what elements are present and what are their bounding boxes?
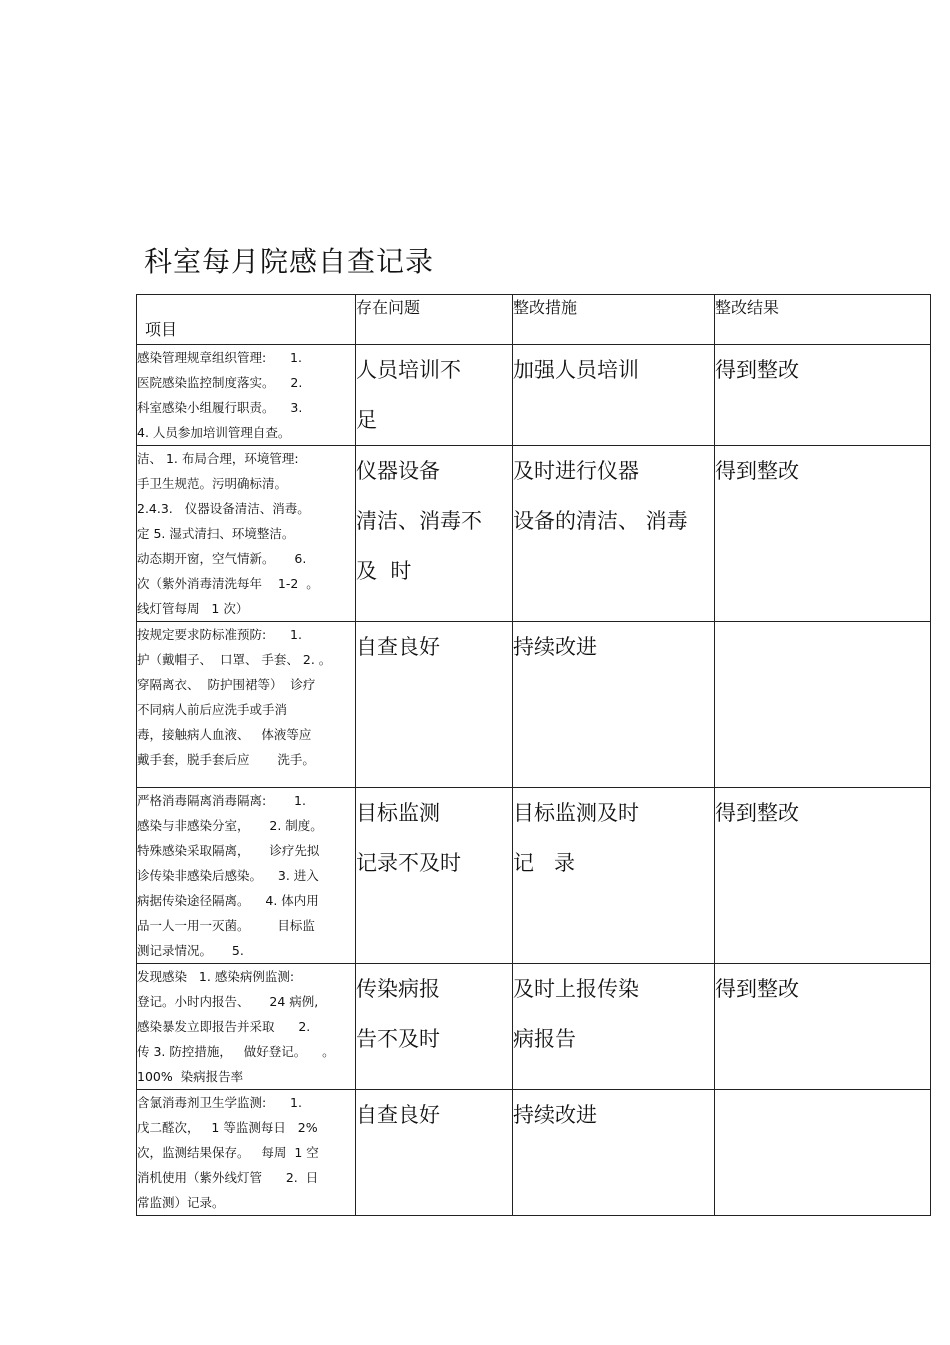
header-measure: 整改措施 [513,295,715,345]
page-title: 科室每月院感自查记录 [144,245,435,278]
row-problem: 传染病报 告不及时 [356,964,513,1090]
row-result: 得到整改 [715,446,931,622]
table-row [137,788,931,964]
row-item: 含氯消毒剂卫生学监测: 1. 戊二醛次， 1 等监测每日 2% 次，监测结果保存。 每周 1 空 消机使用（紫外线灯管 2. 日 常监测）记录。 [137,1090,356,1216]
header-problem: 存在问题 [356,295,513,345]
row-measure: 加强人员培训 [513,345,715,446]
table-row [137,446,931,622]
table-row [137,345,931,446]
row-result [715,622,931,788]
row-item: 感染管理规章组织管理: 1. 医院感染监控制度落实。 2. 科室感染小组履行职责。 3. 4. 人员参加培训管理自查。 [137,345,356,446]
self-check-table [136,294,931,1216]
row-problem: 人员培训不 足 [356,345,513,446]
table-header-row [137,295,931,345]
row-problem: 自查良好 [356,1090,513,1216]
row-measure: 持续改进 [513,1090,715,1216]
row-measure: 及时进行仪器 设备的清洁、 消毒 [513,446,715,622]
row-measure: 及时上报传染 病报告 [513,964,715,1090]
row-item: 严格消毒隔离消毒隔离: 1. 感染与非感染分室， 2. 制度。 特殊感染采取隔离， 诊疗先拟 诊传染非感染后感染。 3. 进入 病据传染途径隔离。 4. 体内用 品一人一用一灭菌。 目标监 测记录情况。 5. [137,788,356,964]
table-row [137,622,931,788]
row-result: 得到整改 [715,788,931,964]
row-result: 得到整改 [715,345,931,446]
header-item-label: 项目 [145,320,178,339]
row-measure: 目标监测及时 记 录 [513,788,715,964]
row-measure: 持续改进 [513,622,715,788]
row-problem: 自查良好 [356,622,513,788]
header-result: 整改结果 [715,295,931,345]
row-item: 按规定要求防标准预防: 1. 护（戴帽子、 口罩、 手套、 2. 。 穿隔离衣、 防护围裙等） 诊疗 不同病人前后应洗手或手消 毒，接触病人血液、 体液等应 戴手套，脱手套后应 洗手。 [137,622,356,788]
header-item [137,295,356,345]
row-item: 洁、 1. 布局合理，环境管理: 手卫生规范。污明确标清。 2.4.3. 仪器设备清洁、消毒。 定 5. 湿式清扫、环境整洁。 动态期开窗，空气情新。 6. 次（紫外消毒清洗每年 1-2 。 线灯管每周 1 次） [137,446,356,622]
row-result [715,1090,931,1216]
table-row [137,1090,931,1216]
row-problem: 目标监测 记录不及时 [356,788,513,964]
row-result: 得到整改 [715,964,931,1090]
table-row [137,964,931,1090]
row-problem: 仪器设备 清洁、消毒不 及 时 [356,446,513,622]
row-item: 发现感染 1. 感染病例监测: 登记。小时内报告、 24 病例, 感染暴发立即报告并采取 2. 传 3. 防控措施， 做好登记。 。 100% 染病报告率 [137,964,356,1090]
